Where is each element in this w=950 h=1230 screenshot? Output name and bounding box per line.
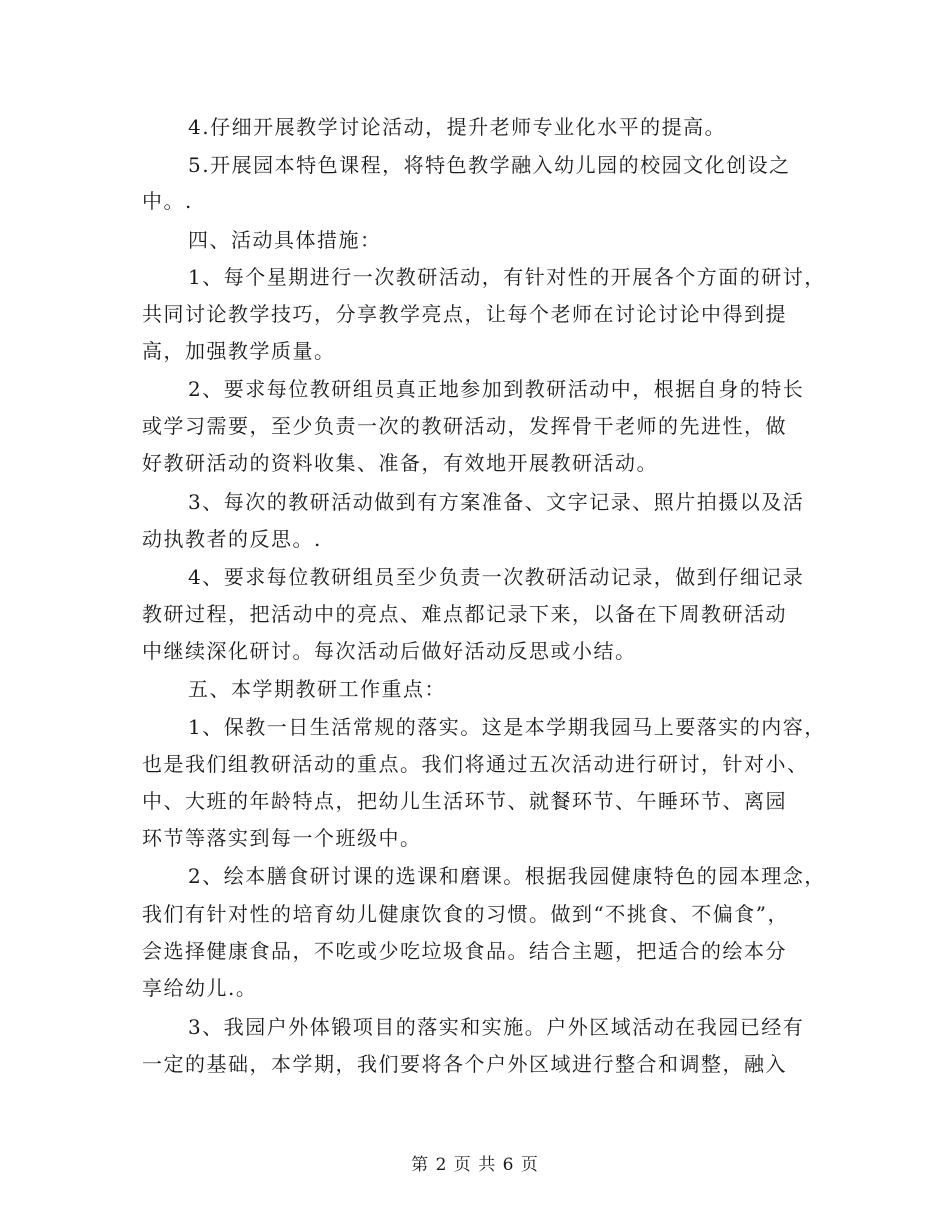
text-line: 好教研活动的资料收集、准备，有效地开展教研活动。 [142, 451, 658, 475]
text-line: 中、大班的年龄特点，把幼儿生活环节、就餐环节、午睡环节、离园 [142, 789, 787, 813]
section-heading: 五、本学期教研工作重点： [188, 677, 446, 701]
text-line: 我们有针对性的培育幼儿健康饮食的习惯。做到“不挑食、不偏食”， [142, 902, 789, 926]
text-line: 动执教者的反思。. [142, 527, 322, 551]
text-line: 教研过程，把活动中的亮点、难点都记录下来，以备在下周教研活动 [142, 602, 787, 626]
text-line: 4、要求每位教研组员至少负责一次教研活动记录，做到仔细记录 [188, 565, 805, 589]
text-line: 会选择健康食品，不吃或少吃垃圾食品。结合主题，把适合的绘本分 [142, 939, 787, 963]
text-line: 3、我园户外体锻项目的落实和实施。户外区域活动在我园已经有 [188, 1015, 805, 1039]
text-line: 1、保教一日生活常规的落实。这是本学期我园马上要落实的内容， [188, 715, 826, 739]
text-line: 5.开展园本特色课程，将特色教学融入幼儿园的校园文化创设之 [188, 153, 791, 177]
section-heading: 四、活动具体措施： [188, 228, 382, 252]
text-line: 高，加强教学质量。 [142, 339, 336, 363]
text-line: 享给幼儿.。 [142, 976, 258, 1000]
text-line: 中继续深化研讨。每次活动后做好活动反思或小结。 [142, 639, 637, 663]
text-line: 3、每次的教研活动做到有方案准备、文字记录、照片拍摄以及活 [188, 490, 805, 514]
text-line: 2、要求每位教研组员真正地参加到教研活动中，根据自身的特长 [188, 377, 805, 401]
text-line: 1、每个星期进行一次教研活动，有针对性的开展各个方面的研讨， [188, 265, 826, 289]
text-line: 中。. [142, 189, 193, 213]
text-line: 环节等落实到每一个班级中。 [142, 826, 422, 850]
text-line: 4.仔细开展教学讨论活动，提升老师专业化水平的提高。 [188, 115, 727, 139]
text-line: 或学习需要，至少负责一次的教研活动，发挥骨干老师的先进性，做 [142, 414, 787, 438]
text-line: 2、绘本膳食研讨课的选课和磨课。根据我园健康特色的园本理念， [188, 864, 826, 888]
page-number-footer: 第 2 页 共 6 页 [411, 1155, 539, 1175]
text-line: 一定的基础，本学期，我们要将各个户外区域进行整合和调整，融入 [142, 1052, 787, 1076]
text-line: 也是我们组教研活动的重点。我们将通过五次活动进行研讨，针对小、 [142, 752, 809, 776]
text-line: 共同讨论教学技巧，分享教学亮点，让每个老师在讨论讨论中得到提 [142, 302, 787, 326]
